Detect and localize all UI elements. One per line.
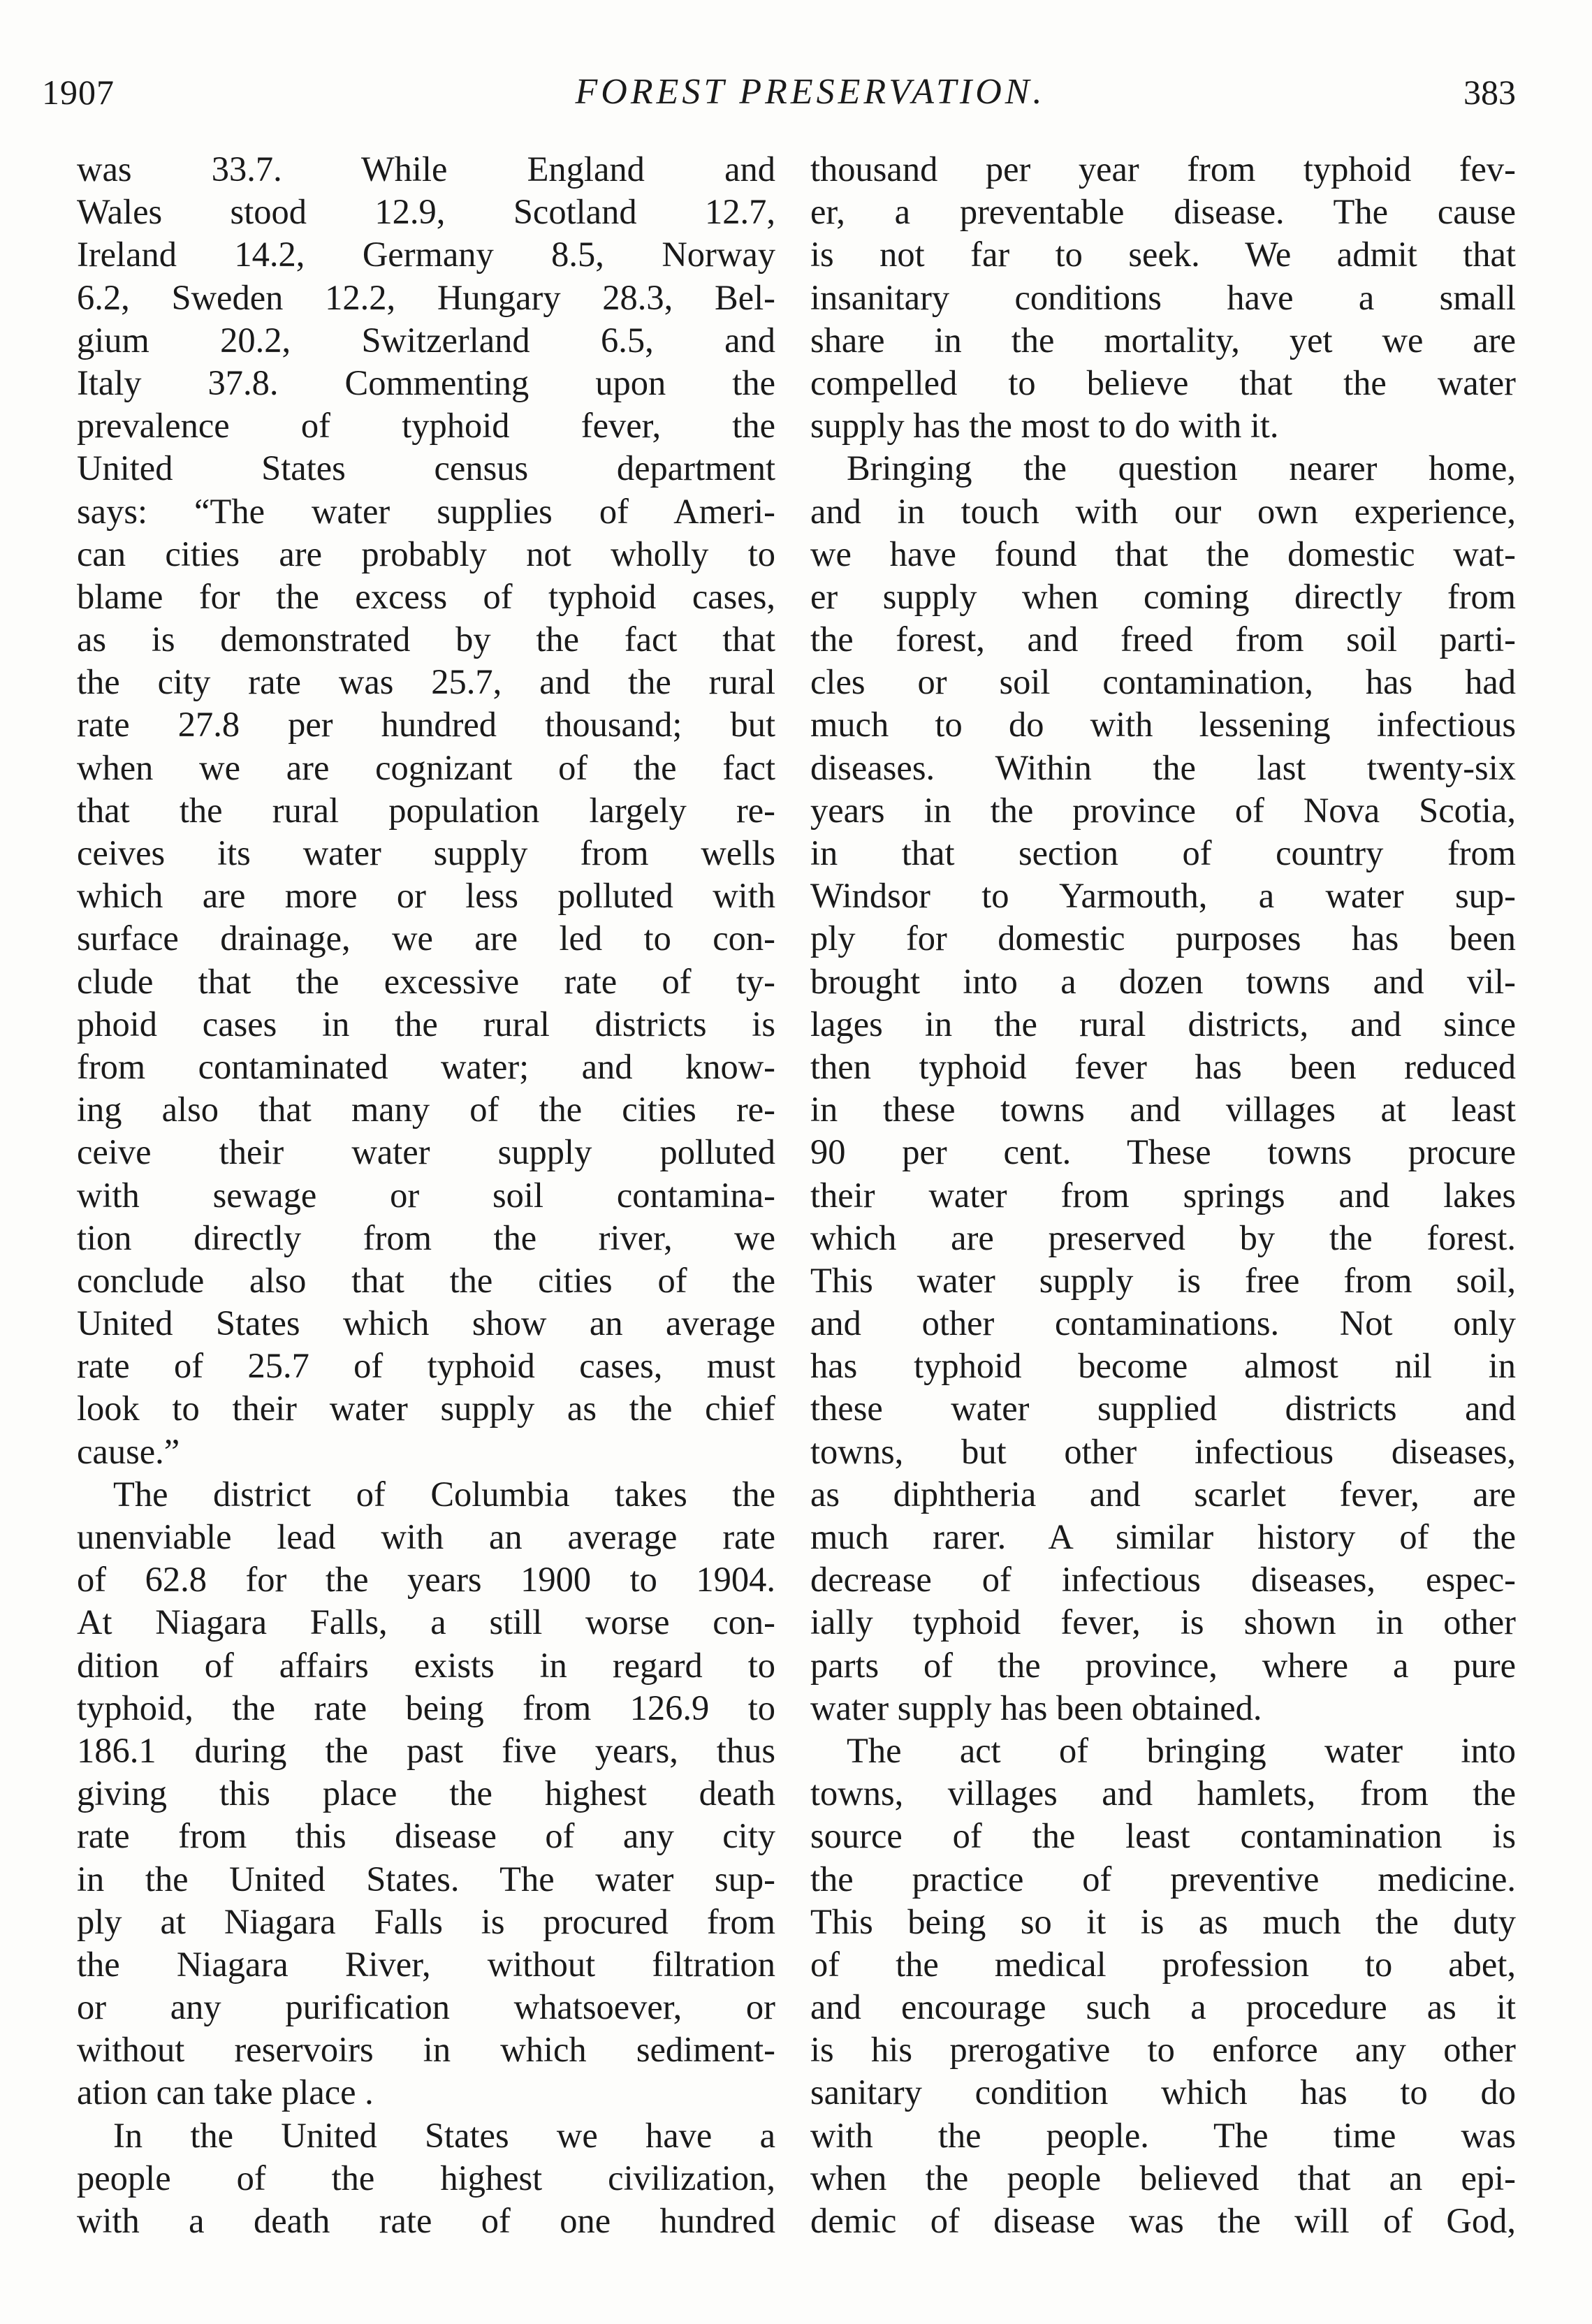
text-line: This being so it is as much the duty [810,1901,1516,1941]
right-column [810,148,1516,2242]
text-line: The act of bringing water into [847,1730,1516,1770]
text-line: of 62.8 for the years 1900 to 1904. [77,1560,775,1600]
text-line: with a death rate of one hundred [77,2201,775,2240]
text-line: which are preserved by the forest. [810,1218,1516,1257]
text-line: towns, but other infectious diseases, [810,1431,1516,1471]
text-line: ially typhoid fever, is shown in other [810,1602,1516,1642]
text-line: from contaminated water; and know- [77,1046,775,1086]
text-line: giving this place the highest death [77,1774,775,1813]
text-line: look to their water supply as the chief [77,1389,775,1428]
text-line: lages in the rural districts, and since [810,1004,1516,1044]
text-line: decrease of infectious diseases, espec- [810,1560,1516,1600]
text-line: clude that the excessive rate of ty- [77,961,775,1001]
text-line: Ireland 14.2, Germany 8.5, Norway [77,235,775,275]
text-line: ation can take place . [77,2073,374,2112]
text-line: er supply when coming directly from [810,576,1516,616]
text-line: Wales stood 12.9, Scotland 12.7, [77,192,775,232]
text-line: cles or soil contamination, has had [810,662,1516,702]
text-line: rate 27.8 per hundred thousand; but [77,705,775,745]
text-line: that the rural population largely re- [77,790,775,830]
text-line: tion directly from the river, we [77,1218,775,1257]
text-line: thousand per year from typhoid fev- [810,149,1516,189]
text-line: ply for domestic purposes has been [810,919,1516,958]
running-header [42,64,1516,120]
text-line: years in the province of Nova Scotia, [810,790,1516,830]
text-line: gium 20.2, Switzerland 6.5, and [77,320,775,360]
text-line: diseases. Within the last twenty-six [810,747,1516,787]
text-line: much to do with lessening infectious [810,705,1516,745]
text-line: has typhoid become almost nil in [810,1346,1516,1386]
text-line: much rarer. A similar history of the [810,1517,1516,1556]
text-line: with sewage or soil contamina- [77,1175,775,1215]
text-line: brought into a dozen towns and vil- [810,961,1516,1001]
running-title: FOREST PRESERVATION. [575,72,1046,112]
text-line: surface drainage, we are led to con- [77,919,775,958]
text-line: and in touch with our own experience, [810,491,1516,531]
text-line: ing also that many of the cities re- [77,1090,775,1130]
text-line: 90 per cent. These towns procure [810,1132,1516,1172]
text-line: as is demonstrated by the fact that [77,620,775,659]
text-line: In the United States we have a [113,2115,775,2155]
text-line: demic of disease was the will of God, [810,2201,1516,2240]
text-line: share in the mortality, yet we are [810,320,1516,360]
text-line: these water supplied districts and [810,1389,1516,1428]
header-year: 1907 [42,73,115,112]
text-line: Italy 37.8. Commenting upon the [77,363,775,402]
text-line: the forest, and freed from soil parti- [810,620,1516,659]
text-line: the practice of preventive medicine. [810,1859,1516,1899]
text-line: dition of affairs exists in regard to [77,1645,775,1685]
text-line: compelled to believe that the water [810,363,1516,402]
text-line: or any purification whatsoever, or [77,1987,775,2027]
text-line: and encourage such a procedure as it [810,1987,1516,2027]
page-number: 383 [1463,73,1516,112]
text-line: United States census department [77,448,775,488]
text-line: when the people believed that an epi- [810,2158,1516,2198]
text-line: in that section of country from [810,833,1516,872]
text-line: 186.1 during the past five years, thus [77,1730,775,1770]
text-line: unenviable lead with an average rate [77,1517,775,1556]
text-line: was 33.7. While England and [77,149,775,189]
text-line: as diphtheria and scarlet fever, are [810,1474,1516,1514]
text-line: blame for the excess of typhoid cases, [77,576,775,616]
text-line: sanitary condition which has to do [810,2073,1516,2112]
text-line: source of the least contamination is [810,1816,1516,1856]
text-line: we have found that the domestic wat- [810,534,1516,573]
text-line: is his prerogative to enforce any other [810,2030,1516,2070]
text-line: United States which show an average [77,1303,775,1343]
text-line: without reservoirs in which sediment- [77,2030,775,2070]
text-line: towns, villages and hamlets, from the [810,1774,1516,1813]
text-line: The district of Columbia takes the [113,1474,775,1514]
text-line: Bringing the question nearer home, [847,448,1516,488]
text-line: in the United States. The water sup- [77,1859,775,1899]
text-line: when we are cognizant of the fact [77,747,775,787]
text-line: cause.” [77,1431,180,1471]
text-line: says: “The water supplies of Ameri- [77,491,775,531]
text-line: parts of the province, where a pure [810,1645,1516,1685]
text-line: ceive their water supply polluted [77,1132,775,1172]
text-line: their water from springs and lakes [810,1175,1516,1215]
text-line: rate from this disease of any city [77,1816,775,1856]
text-line: This water supply is free from soil, [810,1260,1516,1300]
text-line: 6.2, Sweden 12.2, Hungary 28.3, Bel- [77,277,775,317]
text-line: is not far to seek. We admit that [810,235,1516,275]
text-line: with the people. The time was [810,2115,1516,2155]
text-line: the Niagara River, without filtration [77,1944,775,1984]
text-line: er, a preventable disease. The cause [810,192,1516,232]
text-line: conclude also that the cities of the [77,1260,775,1300]
text-line: water supply has been obtained. [810,1688,1262,1727]
text-line: prevalence of typhoid fever, the [77,406,775,446]
text-line: of the medical profession to abet, [810,1944,1516,1984]
text-line: and other contaminations. Not only [810,1303,1516,1343]
text-line: typhoid, the rate being from 126.9 to [77,1688,775,1727]
text-line: supply has the most to do with it. [810,406,1279,446]
text-line: rate of 25.7 of typhoid cases, must [77,1346,775,1386]
text-line: insanitary conditions have a small [810,277,1516,317]
text-line: the city rate was 25.7, and the rural [77,662,775,702]
text-line: then typhoid fever has been reduced [810,1046,1516,1086]
text-line: Windsor to Yarmouth, a water sup- [810,876,1516,916]
text-line: in these towns and villages at least [810,1090,1516,1130]
text-line: ceives its water supply from wells [77,833,775,872]
text-line: which are more or less polluted with [77,876,775,916]
text-line: phoid cases in the rural districts is [77,1004,775,1044]
text-line: At Niagara Falls, a still worse con- [77,1602,775,1642]
text-line: ply at Niagara Falls is procured from [77,1901,775,1941]
left-column [77,148,775,2242]
text-line: can cities are probably not wholly to [77,534,775,573]
text-line: people of the highest civilization, [77,2158,775,2198]
